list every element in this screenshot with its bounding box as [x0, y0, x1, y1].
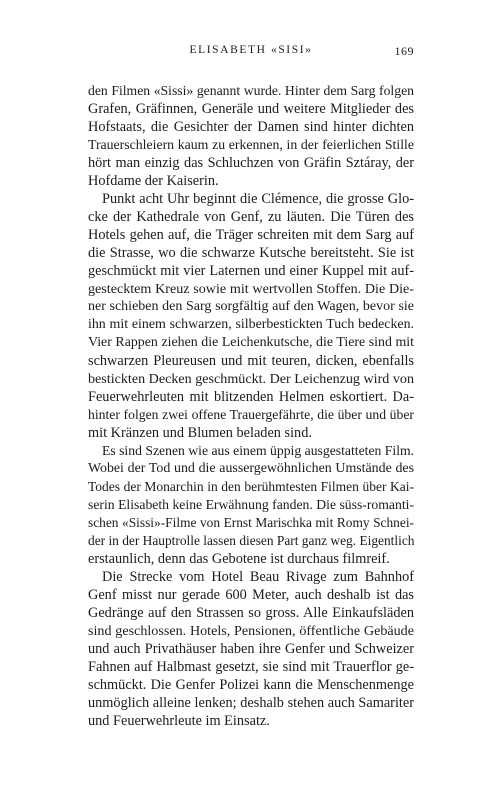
text-line: Hofstaats, die Gesichter der Damen sind hinter dichten — [88, 119, 414, 135]
text-line: schen «Sissi»-Filme von Ernst Marischka mit Romy Schnei- — [88, 515, 414, 530]
text-line: Hotels gehen auf, die Träger schreiten mit dem Sarg auf — [88, 227, 414, 243]
body-text — [88, 82, 414, 730]
text-line: Todes der Monarchin in den berühmtesten Filmen über Kai- — [88, 479, 414, 494]
text-line: und auch Privathäuser haben ihre Genfer und Schweizer — [88, 641, 414, 657]
text-line: Hofdame der Kaiserin. — [88, 173, 219, 189]
text-line: ihn mit einem schwarzen, silberbestickten Tuch bedecken. — [88, 317, 414, 332]
text-line: unmöglich alleine lenken; deshalb stehen auch Samariter — [88, 695, 414, 711]
text-line: ner schieben den Sarg sorgfältig auf den Wagen, bevor sie — [88, 299, 414, 314]
running-title: ELISABETH «SISI» — [189, 44, 313, 56]
text-line: Punkt acht Uhr beginnt die Clémence, die grosse Glo- — [102, 191, 414, 207]
text-line: Grafen, Gräfinnen, Generäle und weitere Mitglieder des — [88, 101, 414, 117]
text-line: schwarzen Pleureusen und mit teuren, dicken, ebenfalls — [88, 353, 414, 369]
text-line: den Filmen «Sissi» genannt wurde. Hinter dem Sarg folgen — [88, 83, 414, 98]
text-line: bestickten Decken geschmückt. Der Leichenzug wird von — [88, 371, 414, 387]
text-line: sind geschlossen. Hotels, Pensionen, öffentliche Gebäude — [88, 623, 414, 639]
text-line: cke der Kathedrale von Genf, zu läuten. Die Türen des — [88, 209, 414, 225]
text-line: gestecktem Kreuz sowie mit wertvollen Stoffen. Die Die- — [88, 281, 414, 297]
text-line: Fahnen auf Halbmast gesetzt, sie sind mit Trauerflor ge- — [88, 659, 414, 675]
page-number: 169 — [394, 44, 414, 58]
text-line: serin Elisabeth keine Erwähnung fanden. Die süss-romanti- — [88, 497, 414, 512]
text-line: schmückt. Die Genfer Polizei kann die Menschenmenge — [88, 677, 414, 693]
text-line: Feuerwehrleuten mit blitzenden Helmen eskortiert. Da- — [88, 389, 414, 405]
running-head — [88, 44, 414, 60]
text-line: Die Strecke vom Hotel Beau Rivage zum Bahnhof — [102, 569, 414, 585]
text-line: Es sind Szenen wie aus einem üppig ausgestatteten Film. — [102, 443, 415, 458]
text-line: die Strasse, wo die schwarze Kutsche bereitsteht. Sie ist — [88, 245, 414, 261]
text-line: hört man einzig das Schluchzen von Gräfin Sztáray, der — [88, 155, 414, 171]
text-line: Genf misst nur gerade 600 Meter, auch deshalb ist das — [88, 587, 414, 603]
text-line: Trauerschleiern kaum zu erkennen, in der feierlichen Stille — [88, 137, 414, 152]
text-line: erstaunlich, denn das Gebotene ist durchaus filmreif. — [88, 551, 390, 567]
text-line: Gedränge auf den Strassen so gross. Alle Einkaufsläden — [88, 605, 414, 621]
text-line: Vier Rappen ziehen die Leichenkutsche, die Tiere sind mit — [88, 335, 414, 350]
text-line: und Feuerwehrleute im Einsatz. — [88, 713, 270, 729]
text-line: hinter folgen zwei offene Trauergefährte, die über und über — [88, 407, 414, 422]
text-line: geschmückt mit vier Laternen und einer Kuppel mit auf- — [88, 263, 414, 279]
text-line: der in der Hauptrolle lassen diesen Part ganz weg. Eigentlich — [88, 533, 415, 548]
text-line: Wobei der Tod und die aussergewöhnlichen Umstände des — [88, 461, 414, 476]
text-line: mit Kränzen und Blumen beladen sind. — [88, 425, 312, 441]
